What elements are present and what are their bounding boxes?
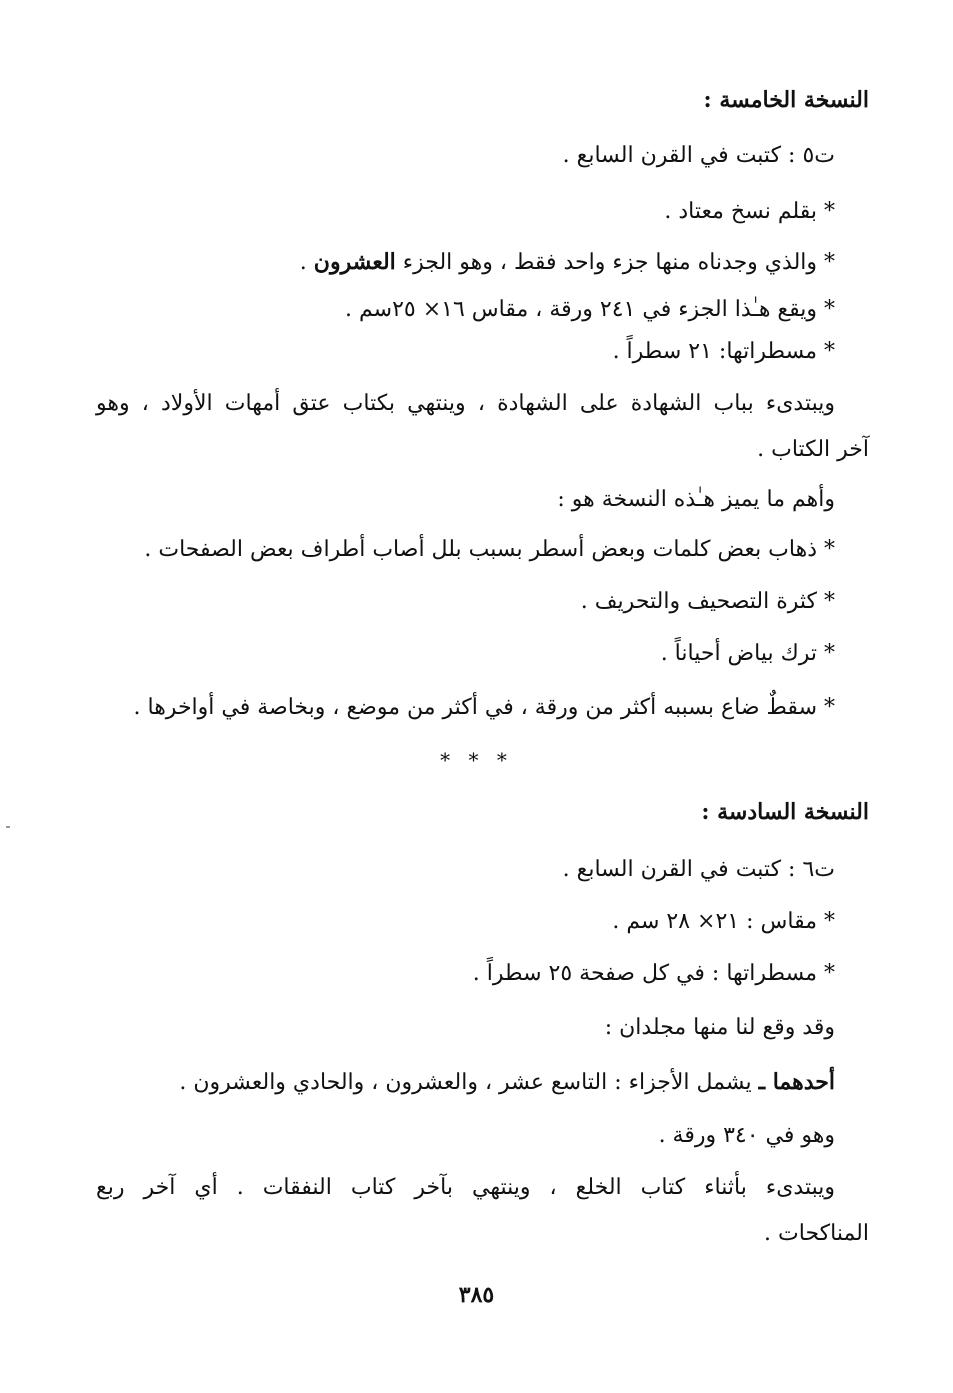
text-line: وهو في ٣٤٠ ورقة . — [658, 1123, 835, 1148]
text-line: وقد وقع لنا منها مجلدان : — [604, 1015, 835, 1040]
paragraph-line: المناكحات . — [764, 1221, 869, 1246]
text-line: ت٥ : كتبت في القرن السابع . — [562, 143, 835, 168]
text-line: ت٦ : كتبت في القرن السابع . — [562, 857, 835, 882]
text-segment: يشمل الأجزاء : التاسع عشر ، والعشرون ، والحادي والعشرون . — [179, 1070, 759, 1095]
section-heading-sixth-copy: النسخة السادسة : — [701, 799, 869, 825]
bullet-line: * كثرة التصحيف والتحريف . — [580, 589, 835, 614]
text-segment: . — [299, 250, 314, 275]
paragraph-line: ويبتدىء بأثناء كتاب الخلع ، وينتهي بآخر كتاب النفقات . أي آخر ربع — [96, 1175, 835, 1200]
text-line: وأهم ما يميز هـٰذه النسخة هو : — [557, 487, 835, 512]
bullet-line: * سقطٌ ضاع بسببه أكثر من ورقة ، في أكثر من موضع ، وبخاصة في أواخرها . — [133, 695, 835, 720]
bullet-line: * ذهاب بعض كلمات وبعض أسطر بسبب بلل أصاب أطراف بعض الصفحات . — [144, 537, 835, 562]
bold-term: العشرون — [313, 249, 396, 275]
bullet-line: * مقاس : ٢١× ٢٨ سم . — [612, 909, 835, 934]
text-segment: * والذي وجدناه منها جزء واحد فقط ، وهو الجزء — [395, 250, 835, 275]
bold-term: أحدهما ـ — [758, 1069, 835, 1095]
bullet-line: * ترك بياض أحياناً . — [660, 641, 835, 666]
paragraph-line: آخر الكتاب . — [757, 437, 869, 462]
section-separator: * * * — [440, 748, 513, 772]
bullet-line: * مسطراتها : في كل صفحة ٢٥ سطراً . — [472, 961, 835, 986]
bullet-line — [84, 246, 835, 279]
bullet-line: * بقلم نسخ معتاد . — [664, 199, 835, 224]
scan-mark — [6, 826, 10, 828]
bullet-line: * مسطراتها: ٢١ سطراً . — [612, 339, 835, 364]
paragraph-line: ويبتدىء بباب الشهادة على الشهادة ، وينتهي بكتاب عتق أمهات الأولاد ، وهو — [96, 391, 835, 416]
text-line — [84, 1066, 835, 1099]
section-heading-fifth-copy: النسخة الخامسة : — [703, 87, 869, 113]
page-number: ٣٨٥ — [458, 1282, 495, 1308]
bullet-line: * ويقع هـٰذا الجزء في ٢٤١ ورقة ، مقاس ١٦× ٢٥سم . — [345, 297, 835, 322]
